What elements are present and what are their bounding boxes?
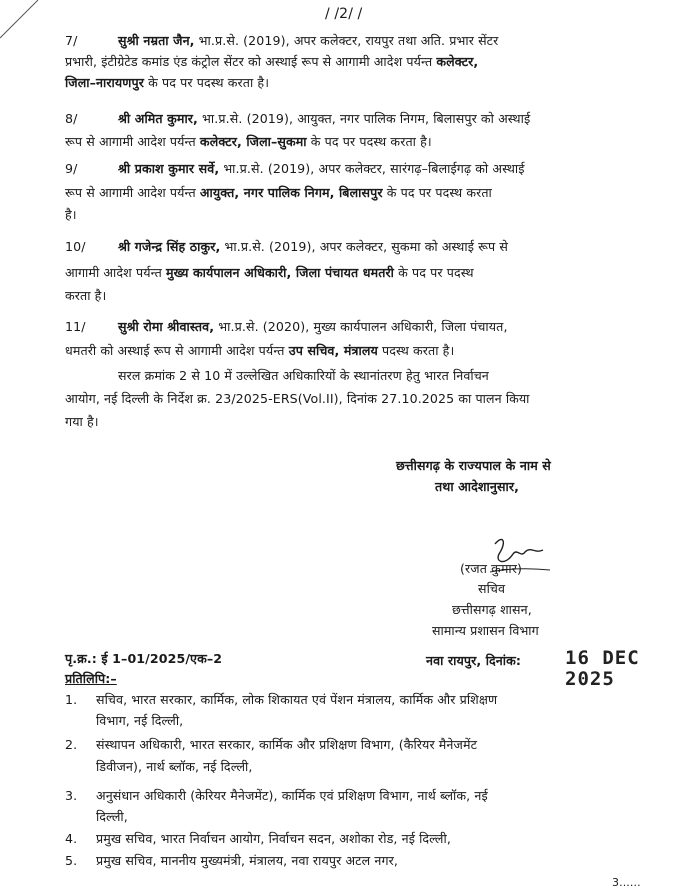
entry-number: 8/ [65, 111, 78, 126]
signatory-name: (रजत कुमार) [460, 561, 523, 576]
signatory-department: सामान्य प्रशासन विभाग [432, 623, 539, 638]
reference-number: पृ.क्र.: ई 1–01/2025/एक–2 [65, 651, 223, 666]
entry-number: 9/ [65, 161, 78, 176]
signatory-org: छत्तीसगढ़ शासन, [452, 602, 532, 617]
page-fold-corner [0, 0, 40, 40]
signatory-designation: सचिव [478, 581, 506, 596]
entry-number: 11/ [65, 319, 86, 334]
entry-number: 7/ [65, 33, 78, 48]
date-stamp: 16 DEC 2025 [565, 647, 640, 690]
officer-name: सुश्री नम्रता जैन, [118, 33, 195, 48]
officer-name: सुश्री रोमा श्रीवास्तव, [118, 319, 215, 334]
place-date-label: नवा रायपुर, दिनांक: [426, 653, 522, 668]
officer-name: श्री अमित कुमार, [118, 111, 198, 126]
page-marker: / /2/ / [325, 6, 363, 22]
entry-number: 10/ [65, 239, 86, 254]
officer-name: श्री गजेन्द्र सिंह ठाकुर, [118, 239, 221, 254]
officer-name: श्री प्रकाश कुमार सर्वे, [118, 161, 220, 176]
next-page-marker: 3...... [612, 876, 641, 889]
copy-heading: प्रतिलिपि:– [65, 671, 117, 686]
